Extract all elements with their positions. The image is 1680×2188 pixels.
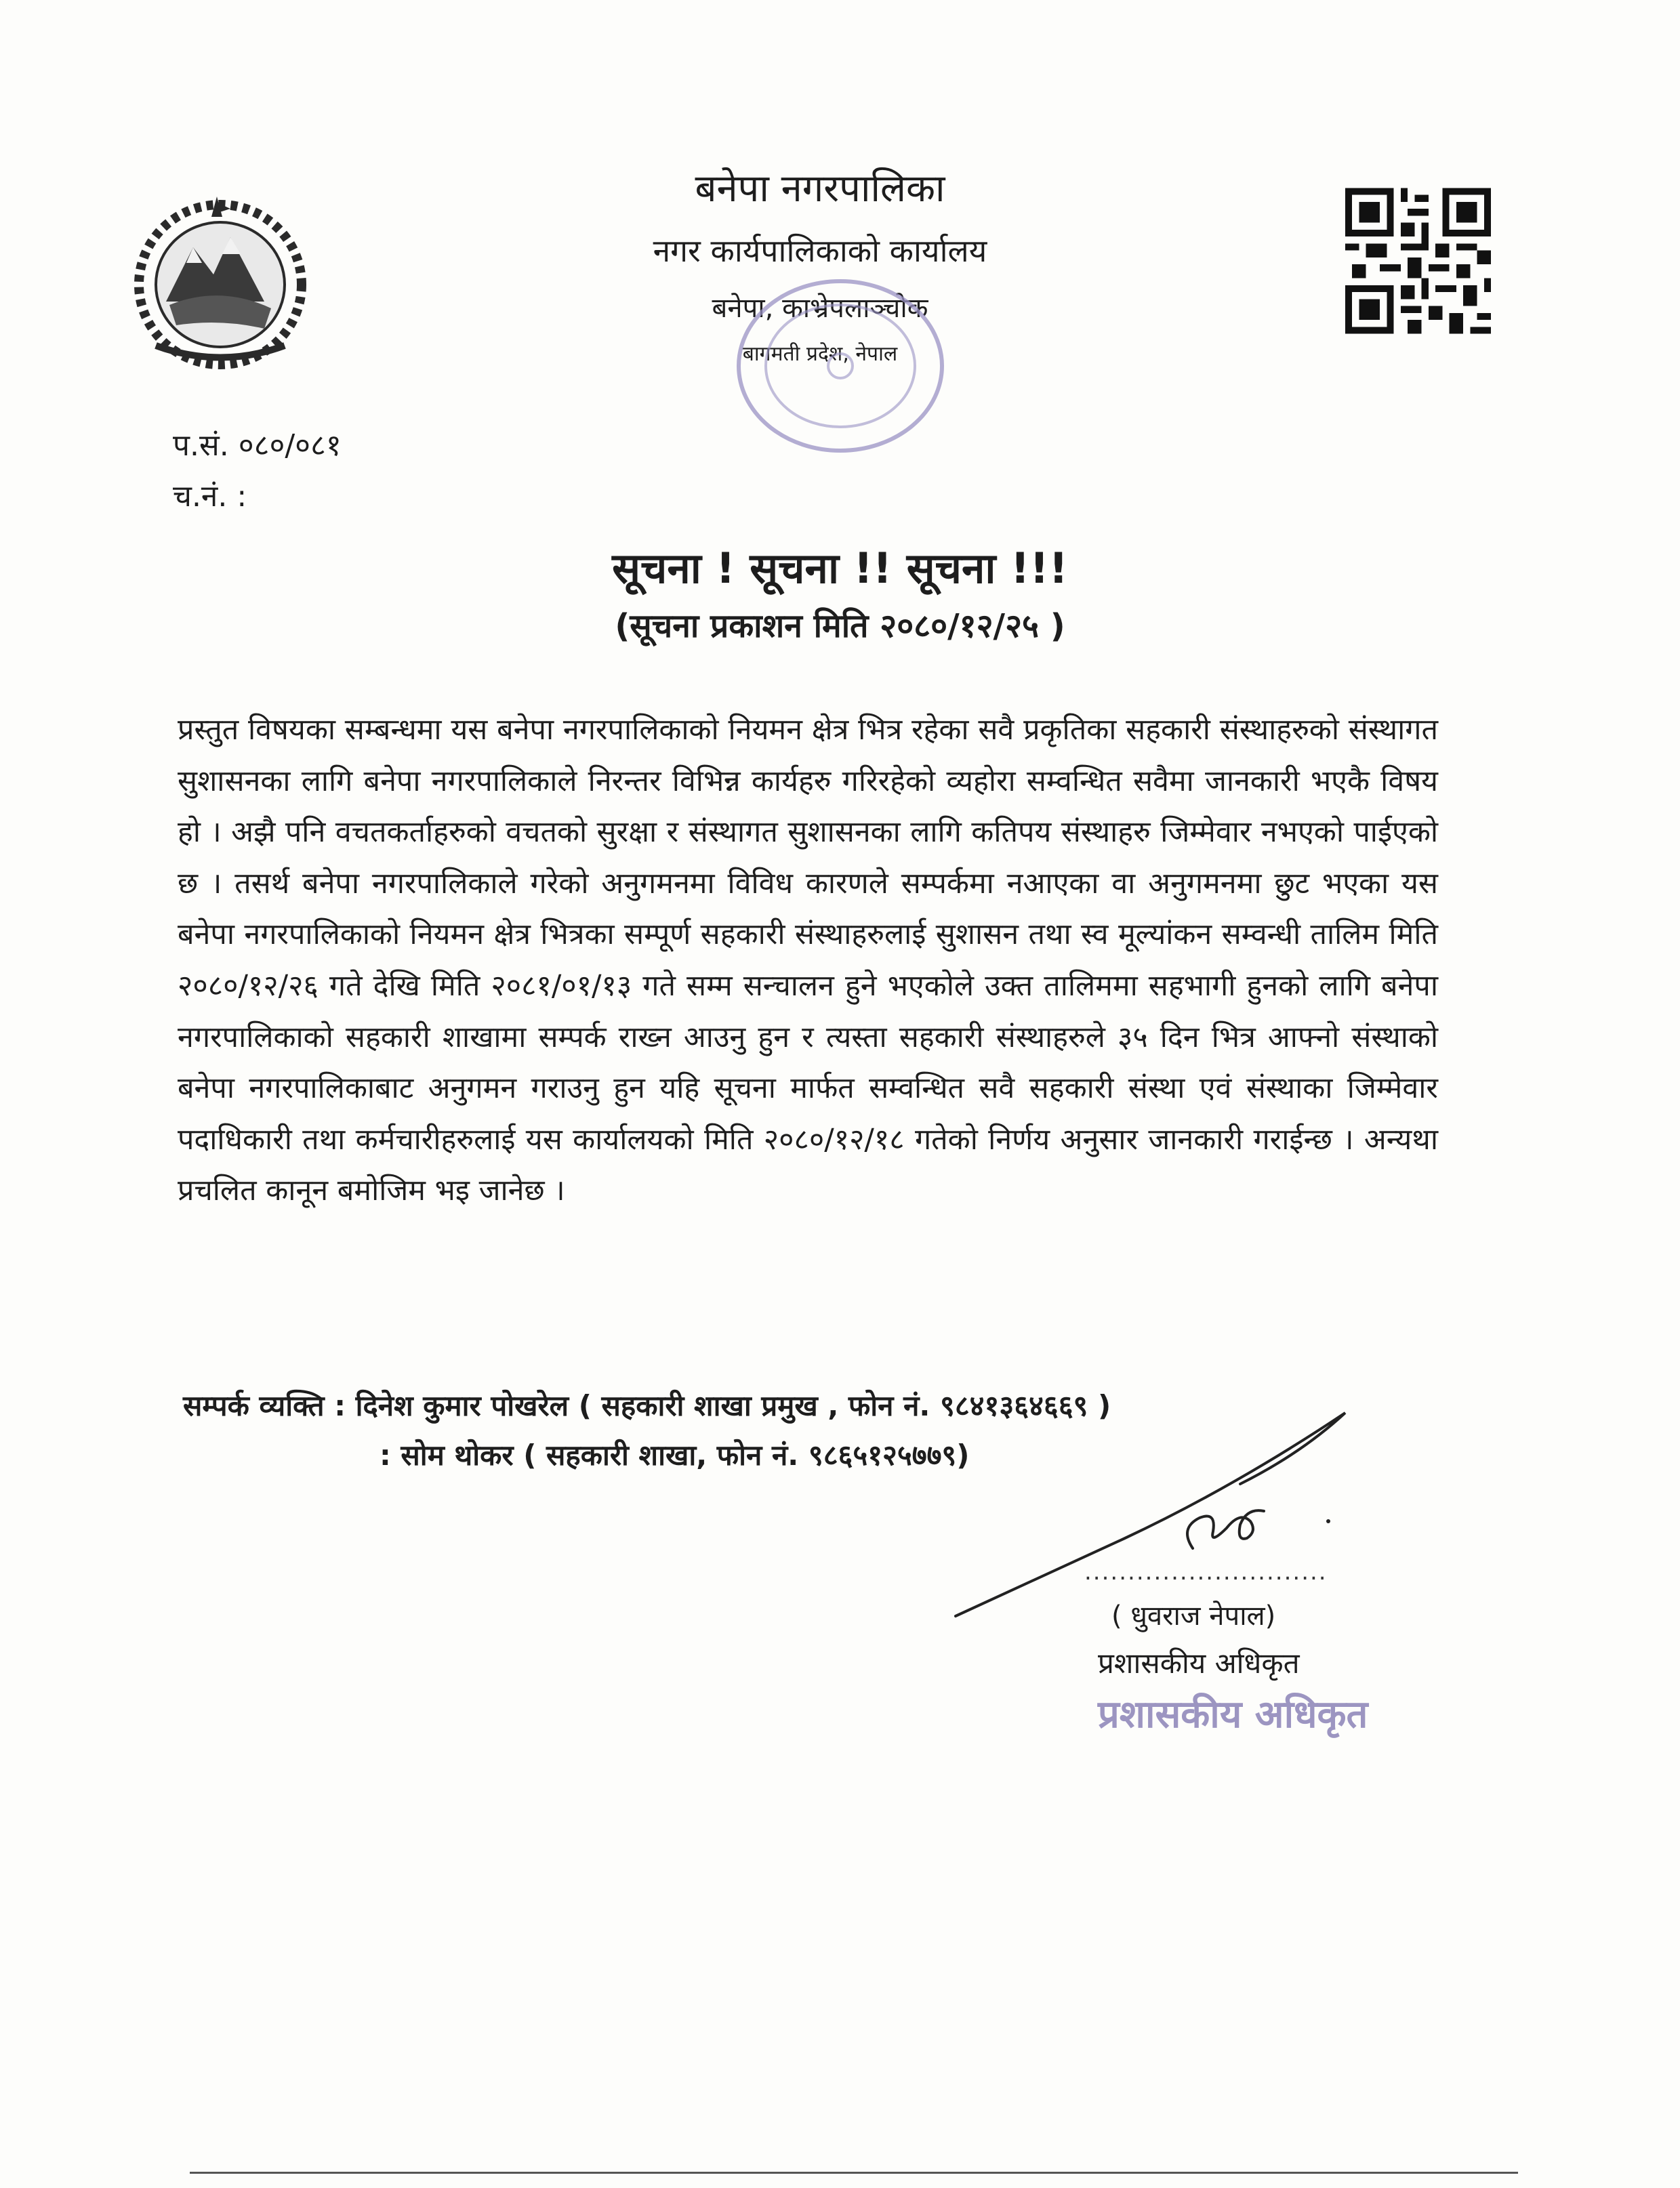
office-province: बागमती प्रदेश, नेपाल	[742, 342, 898, 366]
notice-title: सूचना ! सूचना !! सूचना !!!	[612, 543, 1068, 593]
government-emblem-icon	[129, 183, 312, 373]
fiscal-year-ref: प.सं. ०८०/०८१	[173, 428, 342, 463]
office-location: बनेपा, काभ्रेपलाञ्चोक	[712, 293, 928, 324]
footer-divider	[190, 2172, 1518, 2174]
signatory-name: ( धुवराज नेपाल)	[1111, 1601, 1276, 1632]
signatory-title: प्रशासकीय अधिकृत	[1098, 1647, 1300, 1680]
signature-icon	[949, 1392, 1369, 1623]
signature-line: ............................	[1084, 1559, 1328, 1586]
office-name: नगर कार्यपालिकाको कार्यालय	[653, 232, 987, 269]
office-seal-icon	[718, 264, 962, 468]
dispatch-number: च.नं. :	[173, 479, 247, 514]
qr-code-icon	[1345, 183, 1491, 339]
notice-body: प्रस्तुत विषयका सम्बन्धमा यस बनेपा नगरपालिकाको नियमन क्षेत्र भित्र रहेका सवै प्रकृतिका सहकारी संस्थाहरुको संस्थागत सुशासनका लागि बनेपा नगरपालिकाले निरन्तर विभिन्न कार्यहरु गरिरहेको व्यहोरा सम्वन्धित सवैमा जानकारी भएकै विषय हो । अझै पनि वचतकर्ताहरुको वचतको सुरक्षा र संस्थागत सुशासनका लागि कतिपय संस्थाहरु जिम्मेवार नभएको पाईएको छ । तसर्थ बनेपा नगरपालिकाले गरेको अनुगमनमा विविध कारणले सम्पर्कमा नआएका वा अनुगमनमा छुट भएका यस बनेपा नगरपालिकाको नियमन क्षेत्र भित्रका सम्पूर्ण सहकारी संस्थाहरुलाई सुशासन तथा स्व मूल्यांकन सम्वन्धी तालिम मिति २०८०/१२/२६ गते देखि मिति २०८१/०१/१३ गते सम्म सन्चालन हुने भएकोले उक्त तालिममा सहभागी हुनको लागि बनेपा नगरपालिकाको सहकारी शाखामा सम्पर्क राख्न आउनु हुन र त्यस्ता सहकारी संस्थाहरुले ३५ दिन भित्र आफ्नो संस्थाको बनेपा नगरपालिकाबाट अनुगमन गराउनु हुन यहि सूचना मार्फत सम्वन्धित सवै सहकारी संस्था एवं संस्थाका जिम्मेवार पदाधिकारी तथा कर्मचारीहरुलाई यस कार्यालयको मिति २०८०/१२/१८ गतेको निर्णय अनुसार जानकारी गराईन्छ । अन्यथा प्रचलित कानून बमोजिम भइ जानेछ ।	[178, 713, 1438, 1208]
notice-publication-date: (सूचना प्रकाशन मिति २०८०/१२/२५ )	[615, 607, 1065, 645]
contact-person-1: सम्पर्क व्यक्ति : दिनेश कुमार पोखरेल ( सहकारी शाखा प्रमुख , फोन नं. ९८४१३६४६६९ )	[183, 1389, 1111, 1422]
contact-person-2: : सोम थोकर ( सहकारी शाखा, फोन नं. ९८६५१२५७७९)	[380, 1439, 970, 1472]
designation-stamp: प्रशासकीय अधिकृत	[1098, 1693, 1368, 1737]
municipality-name: बनेपा नगरपालिका	[695, 167, 945, 211]
